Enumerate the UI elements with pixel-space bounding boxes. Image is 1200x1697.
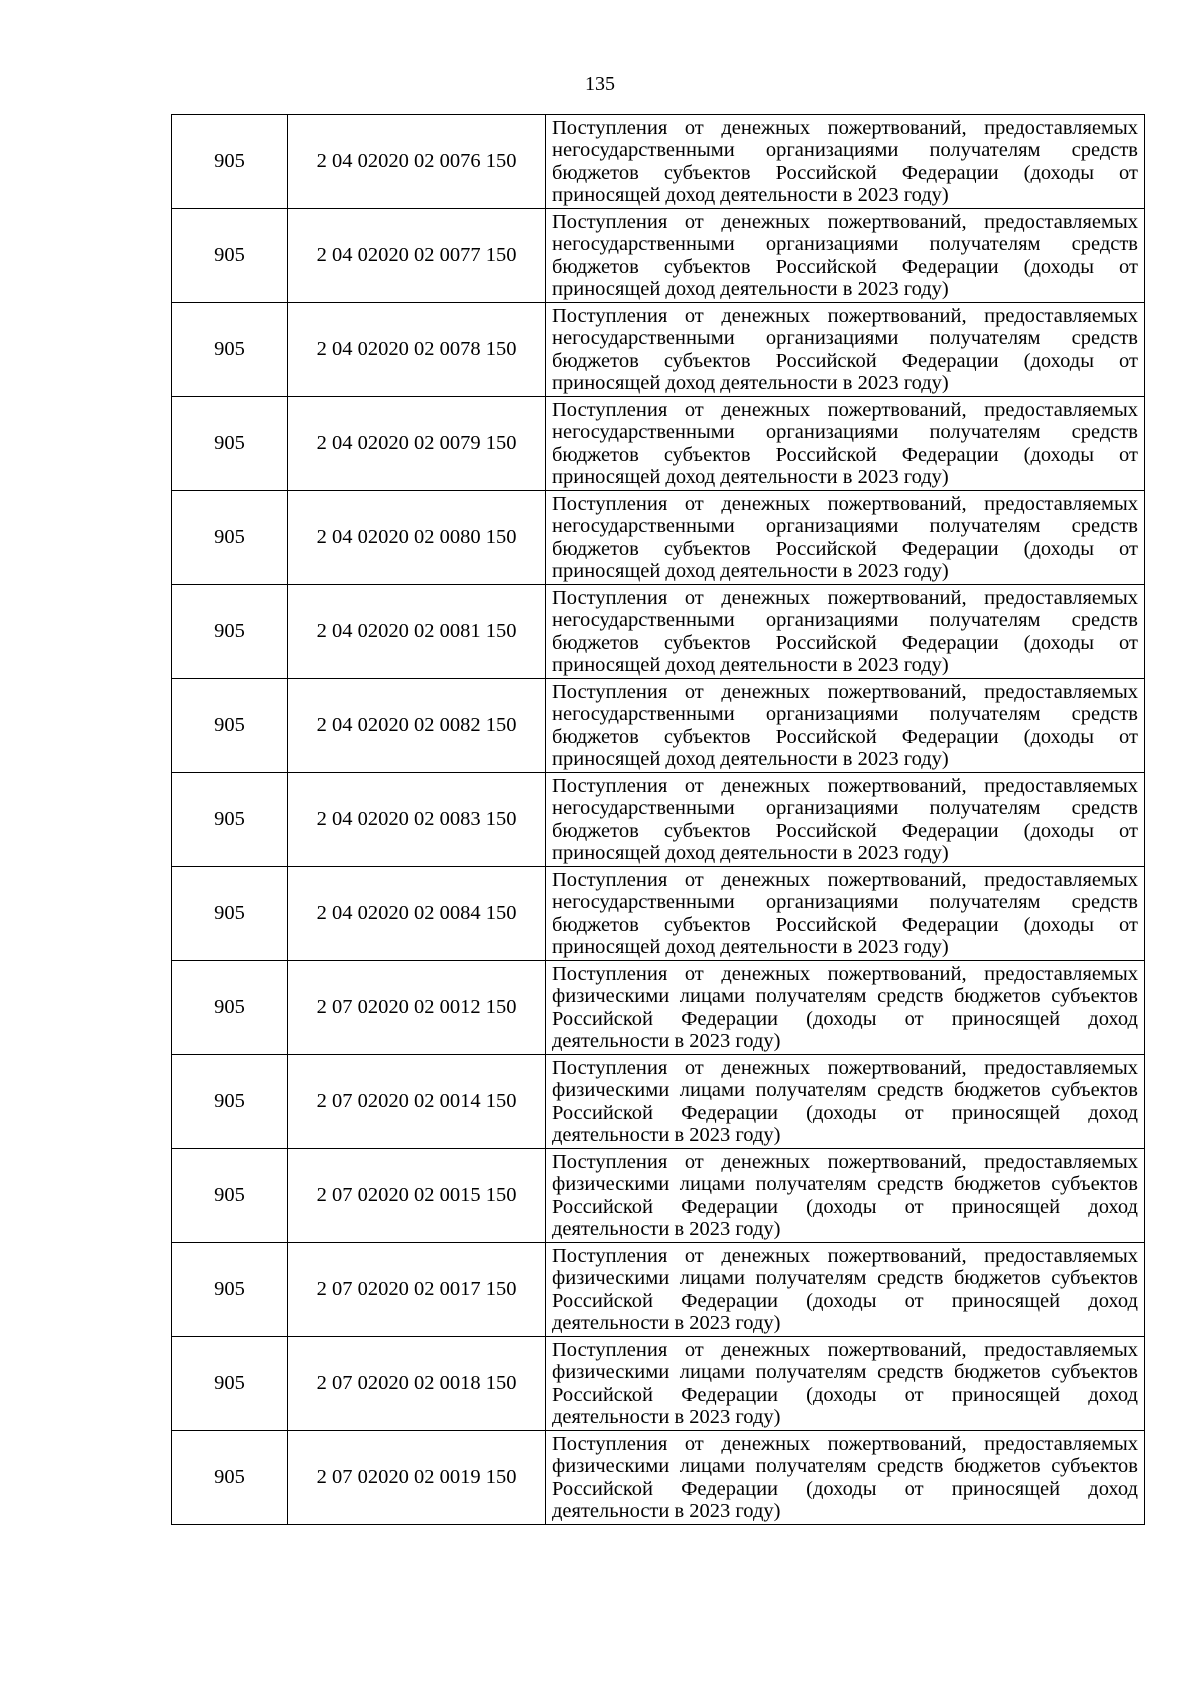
admin-code-cell: 905 bbox=[172, 491, 288, 585]
admin-code-cell: 905 bbox=[172, 1243, 288, 1337]
revenue-code-cell: 2 04 02020 02 0077 150 bbox=[288, 209, 546, 303]
description-cell: Поступления от денежных пожертвований, предоставляемых негосударственными организациями получателям средств бюджетов субъектов Российской Федерации (доходы от приносящей доход деятельности в 2023 году) bbox=[546, 585, 1145, 679]
revenue-code-cell: 2 07 02020 02 0012 150 bbox=[288, 961, 546, 1055]
description-cell: Поступления от денежных пожертвований, предоставляемых негосударственными организациями получателям средств бюджетов субъектов Российской Федерации (доходы от приносящей доход деятельности в 2023 году) bbox=[546, 867, 1145, 961]
table-row bbox=[172, 867, 1145, 961]
admin-code-cell: 905 bbox=[172, 209, 288, 303]
description-cell: Поступления от денежных пожертвований, предоставляемых физическими лицами получателям средств бюджетов субъектов Российской Федерации (доходы от приносящей доход деятельности в 2023 году) bbox=[546, 1055, 1145, 1149]
admin-code-cell: 905 bbox=[172, 115, 288, 209]
admin-code-cell: 905 bbox=[172, 1149, 288, 1243]
description-cell: Поступления от денежных пожертвований, предоставляемых физическими лицами получателям средств бюджетов субъектов Российской Федерации (доходы от приносящей доход деятельности в 2023 году) bbox=[546, 961, 1145, 1055]
revenue-code-cell: 2 04 02020 02 0081 150 bbox=[288, 585, 546, 679]
admin-code-cell: 905 bbox=[172, 867, 288, 961]
revenue-code-cell: 2 07 02020 02 0017 150 bbox=[288, 1243, 546, 1337]
description-cell: Поступления от денежных пожертвований, предоставляемых физическими лицами получателям средств бюджетов субъектов Российской Федерации (доходы от приносящей доход деятельности в 2023 году) bbox=[546, 1149, 1145, 1243]
table-row bbox=[172, 773, 1145, 867]
description-cell: Поступления от денежных пожертвований, предоставляемых физическими лицами получателям средств бюджетов субъектов Российской Федерации (доходы от приносящей доход деятельности в 2023 году) bbox=[546, 1243, 1145, 1337]
table-row bbox=[172, 1055, 1145, 1149]
admin-code-cell: 905 bbox=[172, 961, 288, 1055]
page-number: 135 bbox=[585, 73, 615, 95]
revenue-code-cell: 2 04 02020 02 0079 150 bbox=[288, 397, 546, 491]
revenue-code-cell: 2 04 02020 02 0076 150 bbox=[288, 115, 546, 209]
admin-code-cell: 905 bbox=[172, 397, 288, 491]
description-cell: Поступления от денежных пожертвований, предоставляемых негосударственными организациями получателям средств бюджетов субъектов Российской Федерации (доходы от приносящей доход деятельности в 2023 году) bbox=[546, 491, 1145, 585]
admin-code-cell: 905 bbox=[172, 679, 288, 773]
table-row bbox=[172, 1149, 1145, 1243]
revenue-code-cell: 2 07 02020 02 0018 150 bbox=[288, 1337, 546, 1431]
table-row bbox=[172, 585, 1145, 679]
admin-code-cell: 905 bbox=[172, 1055, 288, 1149]
table-row bbox=[172, 303, 1145, 397]
admin-code-cell: 905 bbox=[172, 1431, 288, 1525]
description-cell: Поступления от денежных пожертвований, предоставляемых негосударственными организациями получателям средств бюджетов субъектов Российской Федерации (доходы от приносящей доход деятельности в 2023 году) bbox=[546, 303, 1145, 397]
admin-code-cell: 905 bbox=[172, 585, 288, 679]
table-row bbox=[172, 1243, 1145, 1337]
description-cell: Поступления от денежных пожертвований, предоставляемых негосударственными организациями получателям средств бюджетов субъектов Российской Федерации (доходы от приносящей доход деятельности в 2023 году) bbox=[546, 209, 1145, 303]
description-cell: Поступления от денежных пожертвований, предоставляемых негосударственными организациями получателям средств бюджетов субъектов Российской Федерации (доходы от приносящей доход деятельности в 2023 году) bbox=[546, 773, 1145, 867]
table-row bbox=[172, 491, 1145, 585]
revenue-code-cell: 2 07 02020 02 0019 150 bbox=[288, 1431, 546, 1525]
admin-code-cell: 905 bbox=[172, 1337, 288, 1431]
table-row bbox=[172, 209, 1145, 303]
description-cell: Поступления от денежных пожертвований, предоставляемых негосударственными организациями получателям средств бюджетов субъектов Российской Федерации (доходы от приносящей доход деятельности в 2023 году) bbox=[546, 397, 1145, 491]
table-row bbox=[172, 1431, 1145, 1525]
revenue-code-cell: 2 07 02020 02 0015 150 bbox=[288, 1149, 546, 1243]
table-row bbox=[172, 1337, 1145, 1431]
revenue-code-cell: 2 04 02020 02 0083 150 bbox=[288, 773, 546, 867]
admin-code-cell: 905 bbox=[172, 773, 288, 867]
description-cell: Поступления от денежных пожертвований, предоставляемых физическими лицами получателям средств бюджетов субъектов Российской Федерации (доходы от приносящей доход деятельности в 2023 году) bbox=[546, 1431, 1145, 1525]
table-row bbox=[172, 115, 1145, 209]
table-row bbox=[172, 397, 1145, 491]
admin-code-cell: 905 bbox=[172, 303, 288, 397]
description-cell: Поступления от денежных пожертвований, предоставляемых негосударственными организациями получателям средств бюджетов субъектов Российской Федерации (доходы от приносящей доход деятельности в 2023 году) bbox=[546, 679, 1145, 773]
revenue-code-cell: 2 07 02020 02 0014 150 bbox=[288, 1055, 546, 1149]
table-body bbox=[172, 115, 1145, 1525]
table-row bbox=[172, 961, 1145, 1055]
description-cell: Поступления от денежных пожертвований, предоставляемых негосударственными организациями получателям средств бюджетов субъектов Российской Федерации (доходы от приносящей доход деятельности в 2023 году) bbox=[546, 115, 1145, 209]
revenue-code-cell: 2 04 02020 02 0082 150 bbox=[288, 679, 546, 773]
description-cell: Поступления от денежных пожертвований, предоставляемых физическими лицами получателям средств бюджетов субъектов Российской Федерации (доходы от приносящей доход деятельности в 2023 году) bbox=[546, 1337, 1145, 1431]
revenue-code-cell: 2 04 02020 02 0084 150 bbox=[288, 867, 546, 961]
revenue-code-cell: 2 04 02020 02 0078 150 bbox=[288, 303, 546, 397]
budget-revenue-table bbox=[171, 114, 1145, 1525]
revenue-code-cell: 2 04 02020 02 0080 150 bbox=[288, 491, 546, 585]
table-row bbox=[172, 679, 1145, 773]
